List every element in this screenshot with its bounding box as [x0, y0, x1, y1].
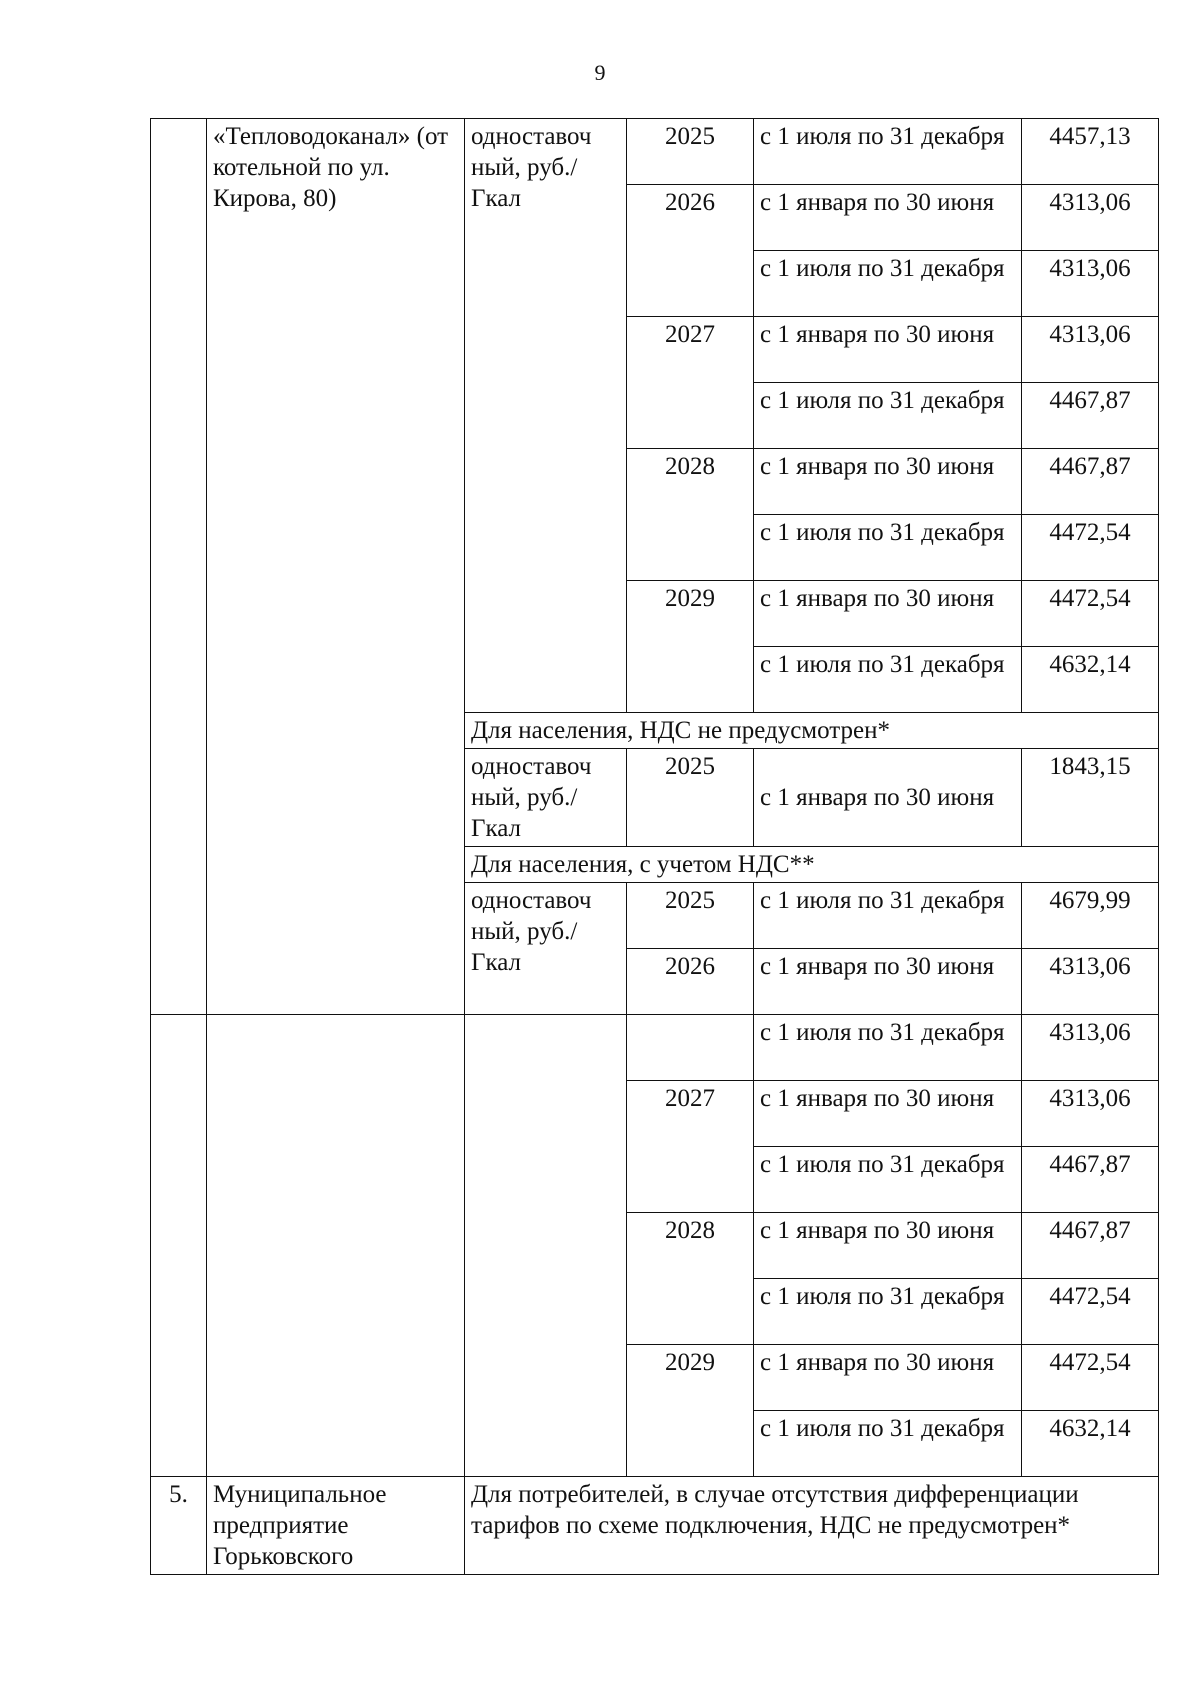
row-number-cell	[151, 1015, 207, 1477]
row-number-cell	[151, 119, 207, 1015]
tariff-type: одноставоч ный, руб./Гкал	[465, 119, 627, 713]
tariff-value: 4472,54	[1022, 581, 1159, 647]
tariff-table	[150, 118, 1159, 1015]
period-cell: с 1 января по 30 июня	[754, 1081, 1022, 1147]
table-row	[151, 1477, 1159, 1575]
organization-name: Муниципальное предприятие Горьковского	[207, 1477, 465, 1575]
tariff-value: 4313,06	[1022, 317, 1159, 383]
year-cell: 2028	[627, 1213, 754, 1345]
year-cell: 2026	[627, 949, 754, 1015]
tariff-type-continued	[465, 1015, 627, 1477]
year-cell-continued	[627, 1015, 754, 1081]
period-cell: с 1 января по 30 июня	[754, 949, 1022, 1015]
organization-name-continued	[207, 1015, 465, 1477]
page-number: 9	[594, 60, 606, 85]
group-header-consumers: Для потребителей, в случае отсутствия дифференциации тарифов по схеме подключения, НДС не предусмотрен*	[465, 1477, 1159, 1575]
tariff-value: 4313,06	[1022, 949, 1159, 1015]
tariff-value: 4467,87	[1022, 1147, 1159, 1213]
period-cell: с 1 июля по 31 декабря	[754, 1279, 1022, 1345]
tariff-value: 4313,06	[1022, 185, 1159, 251]
period-cell: с 1 июля по 31 декабря	[754, 1015, 1022, 1081]
period-cell: с 1 января по 30 июня	[754, 185, 1022, 251]
year-cell: 2026	[627, 185, 754, 317]
year-cell: 2025	[627, 749, 754, 847]
year-cell: 2029	[627, 581, 754, 713]
period-cell: с 1 июля по 31 декабря	[754, 251, 1022, 317]
group-header-no-vat: Для населения, НДС не предусмотрен*	[465, 713, 1159, 749]
tariff-value: 4313,06	[1022, 1015, 1159, 1081]
period-cell: с 1 июля по 31 декабря	[754, 883, 1022, 949]
year-cell: 2025	[627, 883, 754, 949]
tariff-table-continuation	[150, 1014, 1159, 1575]
tariff-value: 1843,15	[1022, 749, 1159, 847]
period-cell: с 1 июля по 31 декабря	[754, 383, 1022, 449]
tariff-value: 4313,06	[1022, 1081, 1159, 1147]
period-cell: с 1 января по 30 июня	[754, 449, 1022, 515]
period-cell: с 1 января по 30 июня	[754, 1213, 1022, 1279]
year-cell: 2027	[627, 317, 754, 449]
tariff-value: 4472,54	[1022, 515, 1159, 581]
year-cell: 2027	[627, 1081, 754, 1213]
tariff-value: 4457,13	[1022, 119, 1159, 185]
group-header-with-vat: Для населения, с учетом НДС**	[465, 847, 1159, 883]
year-cell: 2029	[627, 1345, 754, 1477]
table-row	[151, 119, 1159, 185]
period-cell: с 1 июля по 31 декабря	[754, 515, 1022, 581]
period-cell: с 1 июля по 31 декабря	[754, 647, 1022, 713]
year-cell: 2025	[627, 119, 754, 185]
period-cell: с 1 января по 30 июня	[754, 1345, 1022, 1411]
period-cell: с 1 июля по 31 декабря	[754, 1147, 1022, 1213]
tariff-value: 4313,06	[1022, 251, 1159, 317]
row-number: 5.	[151, 1477, 207, 1575]
tariff-value: 4679,99	[1022, 883, 1159, 949]
tariff-type: одноставоч ный, руб./Гкал	[465, 749, 627, 847]
period-cell: с 1 января по 30 июня	[754, 749, 1022, 847]
tariff-value: 4467,87	[1022, 1213, 1159, 1279]
table-row	[151, 1015, 1159, 1081]
tariff-value: 4632,14	[1022, 1411, 1159, 1477]
period-cell: с 1 января по 30 июня	[754, 317, 1022, 383]
tariff-value: 4467,87	[1022, 383, 1159, 449]
period-cell: с 1 января по 30 июня	[754, 581, 1022, 647]
tariff-value: 4472,54	[1022, 1345, 1159, 1411]
tariff-value: 4472,54	[1022, 1279, 1159, 1345]
tariff-type: одноставоч ный, руб./Гкал	[465, 883, 627, 1015]
tariff-value: 4467,87	[1022, 449, 1159, 515]
organization-name: «Тепловодоканал» (от котельной по ул. Кирова, 80)	[207, 119, 465, 1015]
year-cell: 2028	[627, 449, 754, 581]
period-cell: с 1 июля по 31 декабря	[754, 119, 1022, 185]
tariff-value: 4632,14	[1022, 647, 1159, 713]
period-cell: с 1 июля по 31 декабря	[754, 1411, 1022, 1477]
